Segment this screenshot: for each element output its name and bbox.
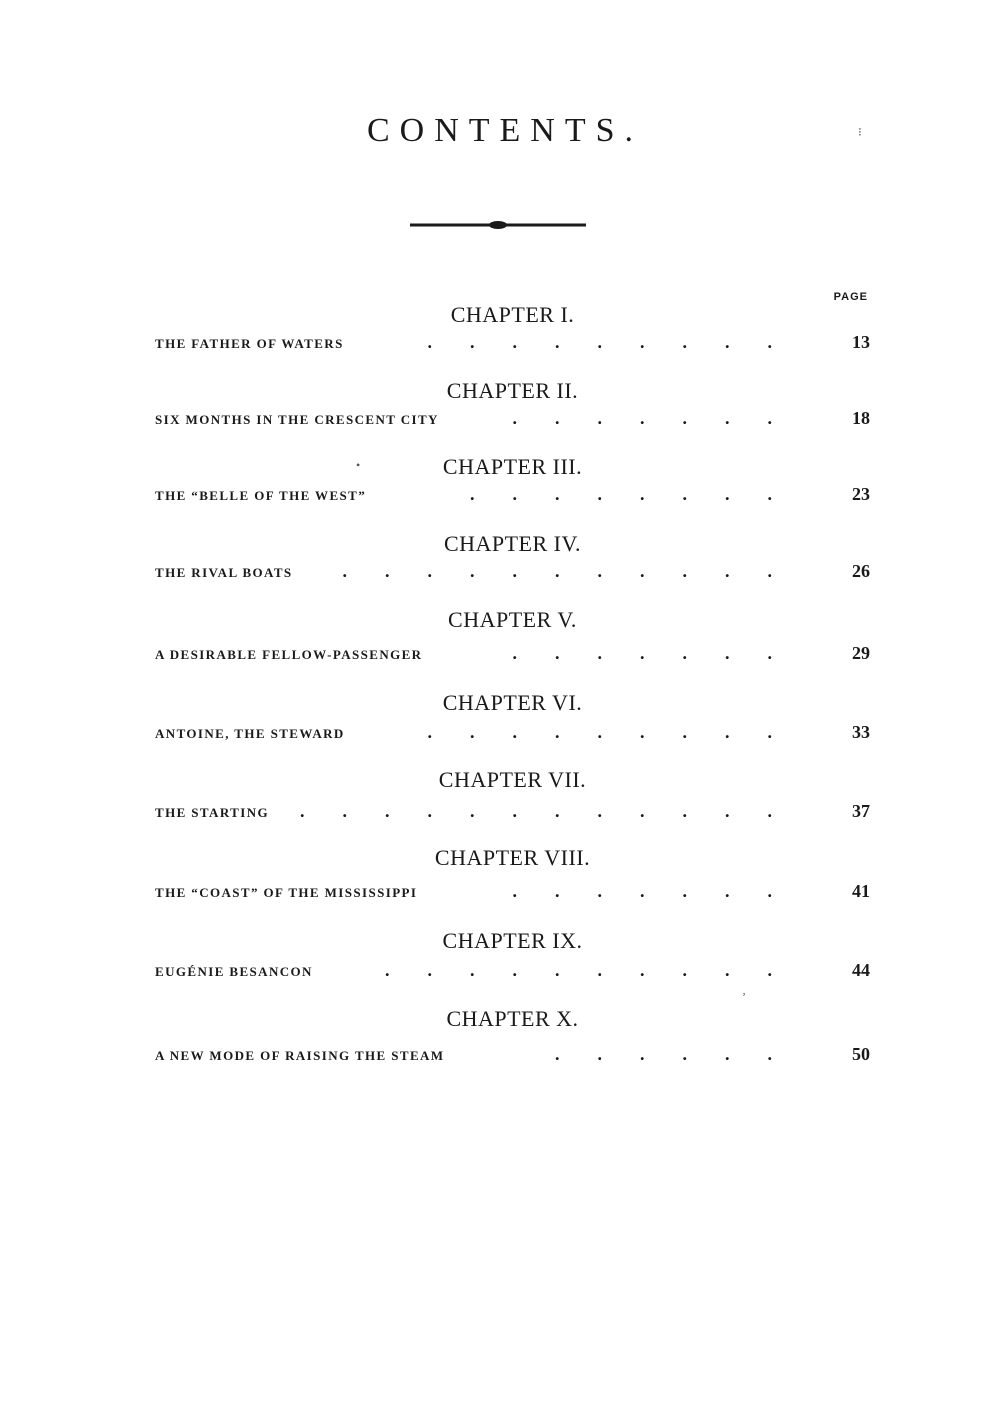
chapter-entry	[155, 688, 870, 744]
toc-row[interactable]	[155, 330, 870, 354]
chapter-heading: CHAPTER VII.	[438, 767, 587, 792]
chapter-entry	[155, 926, 870, 982]
chapter-entry	[155, 843, 870, 903]
toc-row[interactable]	[155, 720, 870, 744]
chapter-title[interactable]: SIX MONTHS IN THE CRESCENT CITY	[155, 412, 439, 427]
chapter-title[interactable]: EUGÉNIE BESANCON	[155, 964, 313, 979]
page-number: 18	[852, 408, 870, 428]
dot-leader: ......	[555, 1044, 810, 1064]
chapter-entry	[155, 376, 870, 430]
scan-speck-icon: ⁝	[858, 125, 862, 139]
chapter-heading: CHAPTER VI.	[442, 690, 583, 715]
chapter-entry	[155, 765, 870, 823]
chapter-title[interactable]: THE “COAST” OF THE MISSISSIPPI	[155, 885, 418, 900]
chapter-heading: CHAPTER V.	[448, 607, 577, 632]
chapter-title[interactable]: THE RIVAL BOATS	[155, 565, 293, 580]
chapter-entry	[155, 605, 870, 665]
dot-leader: ........	[470, 484, 810, 504]
chapter-entry	[155, 529, 870, 583]
scan-speck-icon: ʼ	[742, 990, 746, 1004]
toc-row[interactable]	[155, 1042, 870, 1066]
page-number: 44	[852, 960, 870, 980]
dot-leader: .......	[512, 643, 810, 663]
page-column-label: PAGE	[833, 291, 868, 303]
chapter-title[interactable]: THE STARTING	[155, 805, 269, 820]
dot-leader: ...........	[342, 561, 810, 581]
dot-leader: ..........	[385, 960, 810, 980]
chapter-title[interactable]: ANTOINE, THE STEWARD	[155, 726, 345, 741]
chapter-entry	[155, 1004, 870, 1066]
chapter-entry	[155, 452, 870, 506]
toc-row[interactable]	[155, 799, 870, 823]
chapter-title[interactable]: THE FATHER OF WATERS	[155, 336, 344, 351]
chapter-heading: CHAPTER II.	[446, 378, 579, 403]
chapter-heading: CHAPTER IX.	[442, 928, 583, 953]
chapter-heading: CHAPTER IV.	[443, 531, 582, 556]
page-number: 29	[852, 643, 870, 663]
toc-row[interactable]	[155, 879, 870, 903]
page-number: 13	[852, 332, 870, 352]
toc-row[interactable]	[155, 482, 870, 506]
page-number: 37	[852, 801, 870, 821]
chapter-heading: CHAPTER I.	[450, 302, 575, 327]
page-number: 41	[852, 881, 870, 901]
dot-leader: ............	[300, 801, 810, 821]
rule-ornament-icon	[410, 215, 586, 235]
toc-row[interactable]	[155, 958, 870, 982]
dot-leader: .........	[427, 722, 810, 742]
chapter-title[interactable]: A NEW MODE OF RAISING THE STEAM	[155, 1048, 445, 1063]
toc-row[interactable]	[155, 641, 870, 665]
chapter-heading: CHAPTER III.	[442, 454, 583, 479]
toc-row[interactable]	[155, 406, 870, 430]
page-number: 33	[852, 722, 870, 742]
dot-leader: .......	[512, 881, 810, 901]
toc-row[interactable]	[155, 559, 870, 583]
chapter-title[interactable]: THE “BELLE OF THE WEST”	[155, 488, 367, 503]
chapter-heading: CHAPTER VIII.	[434, 845, 591, 870]
scan-speck-icon: •	[356, 458, 361, 472]
chapter-title[interactable]: A DESIRABLE FELLOW-PASSENGER	[155, 647, 423, 662]
chapter-entry	[155, 300, 870, 354]
page-number: 23	[852, 484, 870, 504]
dot-leader: .......	[512, 408, 810, 428]
page-number: 50	[852, 1044, 870, 1064]
page-number: 26	[852, 561, 870, 581]
dot-leader: .........	[427, 332, 810, 352]
chapter-heading: CHAPTER X.	[446, 1006, 579, 1031]
page-title: CONTENTS.	[366, 112, 644, 149]
